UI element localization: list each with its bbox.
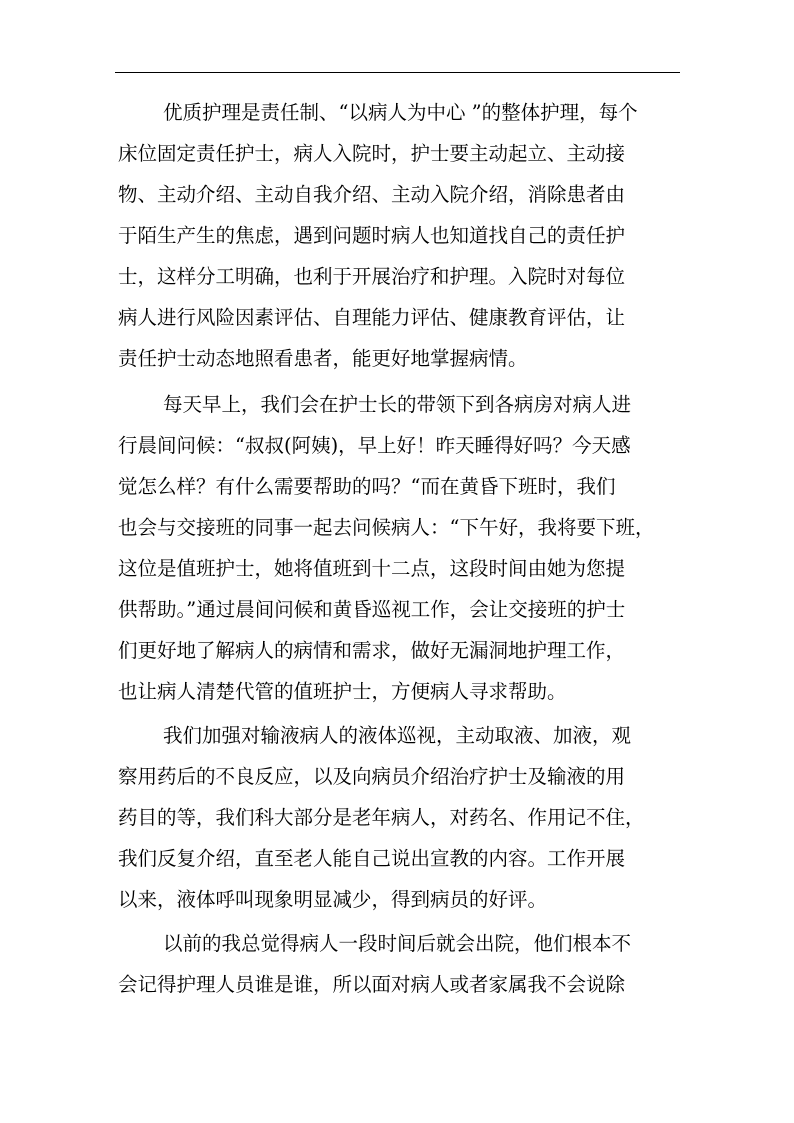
header-rule (115, 72, 680, 73)
paragraph-1-line-2: 床位固定责任护士，病人入院时，护士要主动起立、主动接 (118, 142, 626, 165)
paragraph-3-line-3: 药目的等，我们科大部分是老年病人，对药名、作用记不住， (118, 806, 645, 829)
paragraph-3-line-1: 我们加强对输液病人的液体巡视，主动取液、加液，观 (163, 724, 632, 747)
paragraph-2-line-3: 觉怎么样？有什么需要帮助的吗？“而在黄昏下班时，我们 (118, 475, 616, 498)
paragraph-4-line-1: 以前的我总觉得病人一段时间后就会出院，他们根本不 (163, 932, 632, 955)
paragraph-2-line-4: 也会与交接班的同事一起去问候病人：“下午好，我将要下班， (118, 516, 655, 539)
paragraph-1-line-4: 于陌生产生的焦虑，遇到问题时病人也知道找自己的责任护 (118, 224, 626, 247)
paragraph-2-line-5: 这位是值班护士，她将值班到十二点，这段时间由她为您提 (118, 557, 626, 580)
paragraph-1-line-1: 优质护理是责任制、“以病人为中心 ”的整体护理，每个 (163, 101, 638, 124)
paragraph-1-line-7: 责任护士动态地照看患者，能更好地掌握病情。 (118, 347, 528, 370)
paragraph-4-line-2: 会记得护理人员谁是谁，所以面对病人或者家属我不会说除 (118, 973, 626, 996)
paragraph-2-line-7: 们更好地了解病人的病情和需求，做好无漏洞地护理工作， (118, 639, 626, 662)
paragraph-3-line-2: 察用药后的不良反应，以及向病员介绍治疗护士及输液的用 (118, 765, 626, 788)
paragraph-3-line-4: 我们反复介绍，直至老人能自己说出宣教的内容。工作开展 (118, 847, 626, 870)
paragraph-1-line-6: 病人进行风险因素评估、自理能力评估、健康教育评估，让 (118, 306, 626, 329)
paragraph-3-line-5: 以来，液体呼叫现象明显减少，得到病员的好评。 (118, 888, 548, 911)
paragraph-2-line-1: 每天早上，我们会在护士长的带领下到各病房对病人进 (163, 393, 632, 416)
paragraph-2-line-2: 行晨间问候：“叔叔(阿姨)，早上好！昨天睡得好吗？今天感 (118, 434, 631, 457)
paragraph-2-line-6: 供帮助。”通过晨间问候和黄昏巡视工作，会让交接班的护士 (118, 598, 626, 621)
paragraph-2-line-8: 也让病人清楚代管的值班护士，方便病人寻求帮助。 (118, 680, 567, 703)
paragraph-1-line-3: 物、主动介绍、主动自我介绍、主动入院介绍，消除患者由 (118, 183, 626, 206)
paragraph-1-line-5: 士，这样分工明确，也利于开展治疗和护理。入院时对每位 (118, 265, 626, 288)
